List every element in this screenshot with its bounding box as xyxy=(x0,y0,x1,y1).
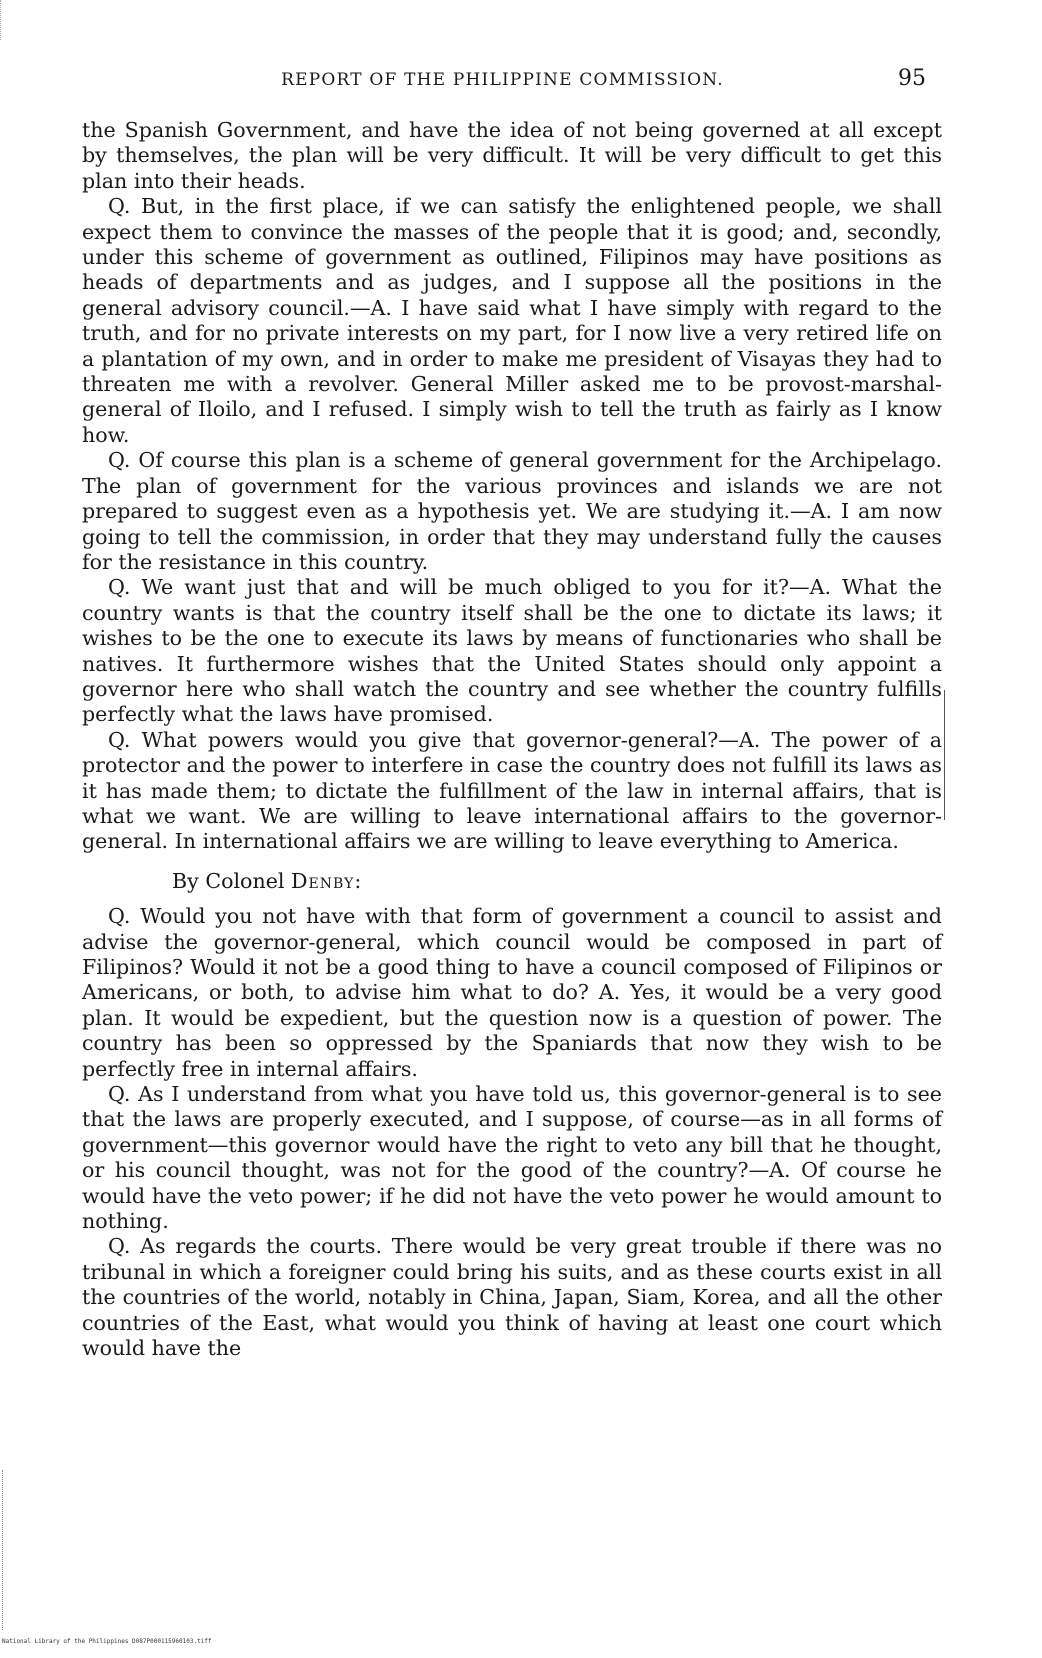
body-text xyxy=(82,118,942,1362)
speaker-suffix: : xyxy=(354,868,362,893)
margin-mark xyxy=(944,690,945,820)
paragraph-question-governor-powers: Q. What powers would you give that governor-general?—A. The power of a protector and the power to interfere in case the country does not fulfill its laws as it has made them; to dictate the fulfillment of the law in internal affairs, that is what we want. We are willing to leave international affairs to the governor-general. In international affairs we are willing to leave everything to America. xyxy=(82,727,942,854)
scan-credit: National Library of the Philippines D087P000115960103.tiff xyxy=(2,1638,212,1645)
running-title: REPORT OF THE PHILIPPINE COMMISSION. xyxy=(281,70,724,90)
speaker-prefix: By Colonel xyxy=(172,868,292,893)
paragraph-continuation: the Spanish Government, and have the idea of not being governed at all except by themselves, the plan will be very difficult. It will be very difficult to get this plan into their heads. xyxy=(82,118,942,193)
paragraph-question-archipelago-plan: Q. Of course this plan is a scheme of general government for the Archipelago. The plan of government for the various provinces and islands we are not prepared to suggest even as a hypothesis yet. We are studying it.—A. I am now going to tell the commission, in order that they may understand fully the causes for the resistance in this country. xyxy=(82,448,942,574)
paragraph-question-veto: Q. As I understand from what you have told us, this governor-general is to see that the laws are properly executed, and I suppose, of course—as in all forms of government—this governor would have the right to veto any bill that he thought, or his council thought, was not for the good of the country?—A. Of course he would have the veto power; if he did not have the veto power he would amount to nothing. xyxy=(82,1082,942,1234)
page-number: 95 xyxy=(898,66,926,91)
speaker-name: Denby xyxy=(291,868,355,893)
scan-edge-mark xyxy=(0,0,15,40)
scan-edge-mark-bottom xyxy=(2,1470,5,1630)
paragraph-question-courts: Q. As regards the courts. There would be very great trouble if there was no tribunal in which a foreigner could bring his suits, and as these courts exist in all the countries of the world, notably in China, Japan, Siam, Korea, and all the other countries of the East, what would you think of having at least one court which would have the xyxy=(82,1234,942,1361)
speaker-heading xyxy=(82,869,942,894)
paragraph-question-enlightened-people: Q. But, in the first place, if we can satisfy the enlightened people, we shall expect them to convince the masses of the people that it is good; and, secondly, under this scheme of government as outlined, Filipinos may have positions as heads of departments and as judges, and I suppose all the positions in the general advisory council.—A. I have said what I have simply with regard to the truth, and for no private interests on my part, for I now live a very retired life on a plantation of my own, and in order to make me president of Visayas they had to threaten me with a revolver. General Miller asked me to be provost-marshal-general of Iloilo, and I refused. I simply wish to tell the truth as fairly as I know how. xyxy=(82,194,942,447)
paragraph-question-country-wants: Q. We want just that and will be much obliged to you for it?—A. What the country wants is that the country itself shall be the one to dictate its laws; it wishes to be the one to execute its laws by means of functionaries who shall be natives. It furthermore wishes that the United States should only appoint a governor here who shall watch the country and see whether the country fulfills perfectly what the laws have promised. xyxy=(82,575,942,727)
paragraph-question-council: Q. Would you not have with that form of government a council to assist and advise the governor-general, which council would be composed in part of Filipinos? Would it not be a good thing to have a council composed of Filipinos or Americans, or both, to advise him what to do? A. Yes, it would be a very good plan. It would be expedient, but the question now is a question of power. The country has been so oppressed by the Spaniards that now they wish to be perfectly free in internal affairs. xyxy=(82,904,942,1081)
